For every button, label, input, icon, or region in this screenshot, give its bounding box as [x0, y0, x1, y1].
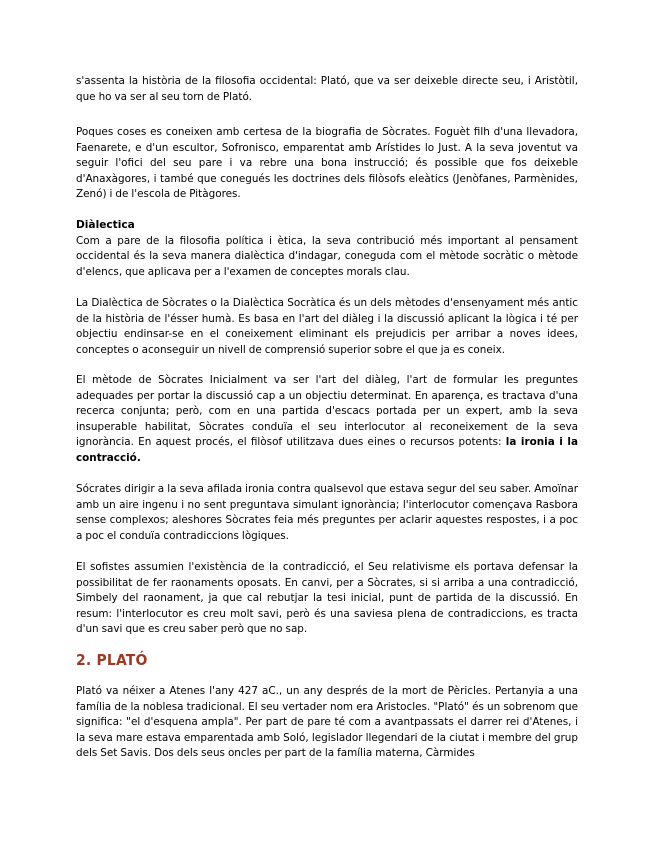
dialectica-section	[76, 218, 578, 280]
section-heading-plato: 2. PLATÓ	[76, 651, 148, 669]
paragraph-text-bold: la ironia i la contracció.	[76, 436, 578, 464]
paragraph-text: El sofistes assumien l'existència de la contradicció, el Seu relativisme els portava defensar la possibilitat de fer raonaments oposats. En canvi, per a Sòcrates, si si arriba a una contradicció, Simbely del raonament, ja que cal rebutjar la tesi inicial, punt de partida de la discussió. En resum: l'interlocutor es creu molt savi, però és una saviesa plena de contradiccions, es tracta d'un savi que es creu saber però que no sap.	[76, 561, 578, 636]
paragraph-socratic-method	[76, 373, 578, 467]
paragraph-contradiction	[76, 560, 578, 638]
paragraph-text-regular: El mètode de Sòcrates Inicialment va ser l'art del diàleg, l'art de formular les preguntes adequades per portar la discussió cap a un objectiu determinat. En aparença, es tractava d'una recerca conjunta; però, com en una partida d'escacs portada per un expert, amb la seva insuperable habilitat, Sòcrates conduïa el seu interlocutor al reconeixement de la seva ignorància. En aquest procés, el filòsof utilitzava dues eines o recursos potents:	[76, 374, 578, 449]
paragraph-text: La Dialèctica de Sòcrates o la Dialèctica Socràtica és un dels mètodes d'ensenyament més antic de la història de l'ésser humà. Es basa en l'art del diàleg i la discussió aplicant la lògica i té per objectiu endinsar-se en el coneixement eliminant els prejudicis per arribar a noves idees, conceptes o aconseguir un nivell de comprensió superior sobre el que ja es coneix.	[76, 297, 578, 356]
paragraph-irony	[76, 482, 578, 544]
paragraph-text: s'assenta la història de la filosofia occidental: Plató, que va ser deixeble directe seu, i Aristòtil, que ho va ser al seu torn de Plató.	[76, 75, 578, 103]
paragraph-text	[76, 373, 578, 467]
paragraph-dialectica-method	[76, 296, 578, 358]
paragraph-text: Sócrates dirigir a la seva afilada ironia contra qualsevol que estava segur del seu saber. Amoïnar amb un aire ingenu i no sent preguntava simulant ignorància; l'interlocutor començava Rasbora sense complexos; aleshores Sòcrates feia més preguntes per aclarir aquestes respostes, i a poc a poc el conduïa contradiccions lògiques.	[76, 483, 578, 542]
section-plato-heading-block	[76, 650, 578, 670]
paragraph-text: Poques coses es coneixen amb certesa de la biografia de Sòcrates. Foguèt filh d'una llevadora, Faenarete, e d'un escultor, Sofronisco, emparentat amb Arístides lo Just. A la seva joventut va seguir l'ofici del seu pare i va rebre una bona instrucció; és possible que fos deixeble d'Anaxàgores, i també que conegués les doctrines dels filòsofs eleàtics (Jenòfanes, Parmènides, Zenó) i de l'escola de Pitàgores.	[76, 126, 578, 201]
paragraph-text: Plató va néixer a Atenes l'any 427 aC., un any després de la mort de Pèricles. Pertanyia a una família de la noblesa tradicional. El seu vertader nom era Aristocles. "Plató" és un sobrenom que significa: "el d'esquena ampla". Per part de pare té com a avantpassats el darrer rei d'Atenes, i la seva mare estava emparentada amb Soló, legislador llegendari de la ciutat i membre del grup dels Set Savis. Dos dels seus oncles per part de la família materna, Càrmides	[76, 685, 578, 760]
paragraph-biography	[76, 125, 578, 203]
paragraph-text: Com a pare de la filosofia política i ètica, la seva contribució més important al pensament occidental és la seva manera dialèctica d'indagar, coneguda com el mètode socràtic o mètode d'elencs, que aplicava per a l'examen de conceptes morals clau.	[76, 234, 578, 278]
paragraph-plato-biography	[76, 684, 578, 762]
paragraph-intro-continuation	[76, 74, 578, 105]
subheading-dialectica: Diàlectica	[76, 219, 135, 231]
